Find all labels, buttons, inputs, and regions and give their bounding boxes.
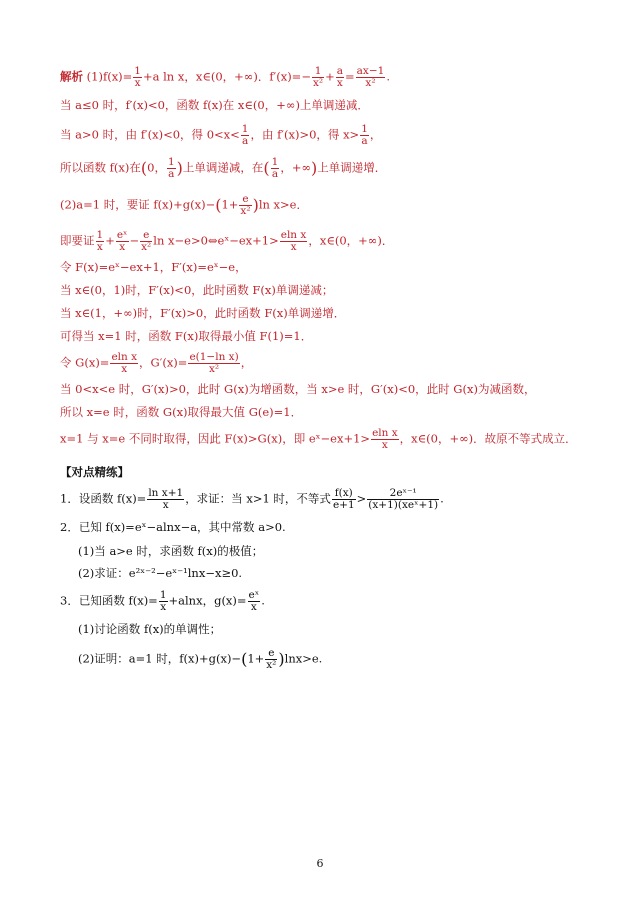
question-2-part-1: (1)当 a>e 时，求函数 f(x)的极值； bbox=[78, 544, 264, 558]
fraction: $\frac{a}{x}$ bbox=[336, 65, 344, 89]
fraction: $\frac{\text{eˣ}}{x}$ bbox=[116, 229, 128, 253]
solution-line-14: x=1 与 x=e 不同时取得，因此 F(x)>G(x)，即 eˣ−ex+1> $\frac{\text{eln x}}{x}$ ，x∈(0，+∞)．故原不等式成立． bbox=[60, 427, 577, 451]
fraction: $\frac{e}{\text{x²}}$ bbox=[141, 229, 152, 253]
question-2-part-2: (2)求证：e²ˣ⁻²−eˣ⁻¹lnx−x≥0. bbox=[78, 566, 243, 580]
solution-line-7: 令 F(x)=eˣ−ex+1，F′(x)=eˣ−e， bbox=[60, 260, 247, 274]
solution-line-5: (2)a=1 时，要证 f(x)+g(x)−(1+ $\frac{e}{\text{x²}}$ )ln x>e． bbox=[60, 193, 308, 217]
fraction: $\frac{\text{e(1−ln x)}}{\text{x²}}$ bbox=[189, 351, 239, 375]
fraction: $\frac{1}{a}$ bbox=[167, 156, 175, 180]
question-3-part-2: (2)证明：a=1 时，f(x)+g(x)−(1+ $\frac{e}{\text{x²}}$ )lnx>e. bbox=[78, 647, 323, 671]
solution-line-4: 所以函数 f(x)在(0， $\frac{1}{a}$ )上单调递减，在( $\frac{1}{a}$ ，+∞)上单调递增． bbox=[60, 156, 387, 180]
fraction: $\frac{\text{2eˣ⁻¹}}{\text{(x+1)(xeˣ+1)}}$ bbox=[368, 487, 439, 511]
fraction: $\frac{\text{eln x}}{x}$ bbox=[111, 351, 138, 375]
question-2: 2．已知 f(x)=eˣ−alnx−a，其中常数 a>0. bbox=[60, 520, 286, 534]
fraction: $\frac{1}{x}$ bbox=[96, 229, 104, 253]
fraction: $\frac{e}{\text{x²}}$ bbox=[240, 193, 251, 217]
solution-line-8: 当 x∈(0，1)时，F′(x)<0，此时函数 F(x)单调递减； bbox=[60, 283, 334, 297]
solution-line-3: 当 a>0 时，由 f′(x)<0，得 0<x< $\frac{1}{a}$ ，由 f′(x)>0，得 x> $\frac{1}{a}$ ， bbox=[60, 123, 382, 147]
question-3-part-1: (1)讨论函数 f(x)的单调性； bbox=[78, 622, 222, 636]
question-3: 3．已知函数 f(x)= $\frac{1}{x}$ +alnx，g(x)= $\frac{\text{eˣ}}{x}$ . bbox=[60, 589, 265, 613]
question-1: 1．设函数 f(x)= $\frac{\text{ln x+1}}{x}$ ，求证：当 x>1 时，不等式 $\frac{f(x)}{e+1}$ > $\frac{\text{2eˣ⁻¹}}{\text{(x+1)(xeˣ+1)}}$ . bbox=[60, 487, 444, 511]
fraction: $\frac{1}{x}$ bbox=[159, 589, 167, 613]
fraction: $\frac{ax-1}{\text{x²}}$ bbox=[356, 65, 385, 89]
solution-line-9: 当 x∈(1，+∞)时，F′(x)>0，此时函数 F(x)单调递增． bbox=[60, 306, 346, 320]
practice-header: 【对点精练】 bbox=[60, 465, 129, 479]
fraction: $\frac{f(x)}{e+1}$ bbox=[332, 487, 355, 511]
fraction: $\frac{\text{eln x}}{x}$ bbox=[372, 427, 398, 451]
fraction: $\frac{\text{ln x+1}}{x}$ bbox=[148, 487, 184, 511]
solution-line-13: 所以 x=e 时，函数 G(x)取得最大值 G(e)=1． bbox=[60, 405, 303, 419]
solution-line-6: 即要证 $\frac{1}{x}$ + $\frac{\text{eˣ}}{x}$ − $\frac{e}{\text{x²}}$ ln x−e>0⇔eˣ−ex+1> $\frac{\text{eln x}}{x}$ ，x∈(0，+∞)． bbox=[60, 229, 394, 253]
fraction: $\frac{1}{\text{x²}}$ bbox=[312, 65, 324, 89]
fraction: $\frac{\text{eˣ}}{x}$ bbox=[248, 589, 260, 613]
solution-line-10: 可得当 x=1 时，函数 F(x)取得最小值 F(1)=1． bbox=[60, 329, 313, 343]
solution-line-11: 令 G(x)= $\frac{\text{eln x}}{x}$ ，G′(x)= $\frac{\text{e(1−ln x)}}{\text{x²}}$ ， bbox=[60, 351, 253, 375]
fraction: $\frac{1}{a}$ bbox=[271, 156, 279, 180]
fraction: $\frac{1}{a}$ bbox=[361, 123, 368, 147]
page-number: 6 bbox=[316, 857, 324, 870]
fraction: $\frac{e}{\text{x²}}$ bbox=[266, 647, 277, 671]
solution-line-12: 当 0<x<e 时，G′(x)>0，此时 G(x)为增函数，当 x>e 时，G′(x)<0，此时 G(x)为减函数， bbox=[60, 382, 536, 396]
fraction: $\frac{1}{a}$ bbox=[241, 123, 249, 147]
fraction: $\frac{\text{eln x}}{x}$ bbox=[280, 229, 307, 253]
solution-label: 解析 bbox=[60, 69, 83, 84]
solution-line-1: 解析 (1)f(x)= $\frac{1}{x}$ +a ln x，x∈(0，+∞)．f′(x)=− $\frac{1}{\text{x²}}$ + $\frac{a}{x}$ = $\frac{ax-1}{\text{x²}}$ . bbox=[60, 65, 390, 89]
solution-line-2: 当 a≤0 时，f′(x)<0，函数 f(x)在 x∈(0，+∞)上单调递减． bbox=[60, 98, 369, 112]
fraction: $\frac{1}{x}$ bbox=[134, 65, 141, 89]
